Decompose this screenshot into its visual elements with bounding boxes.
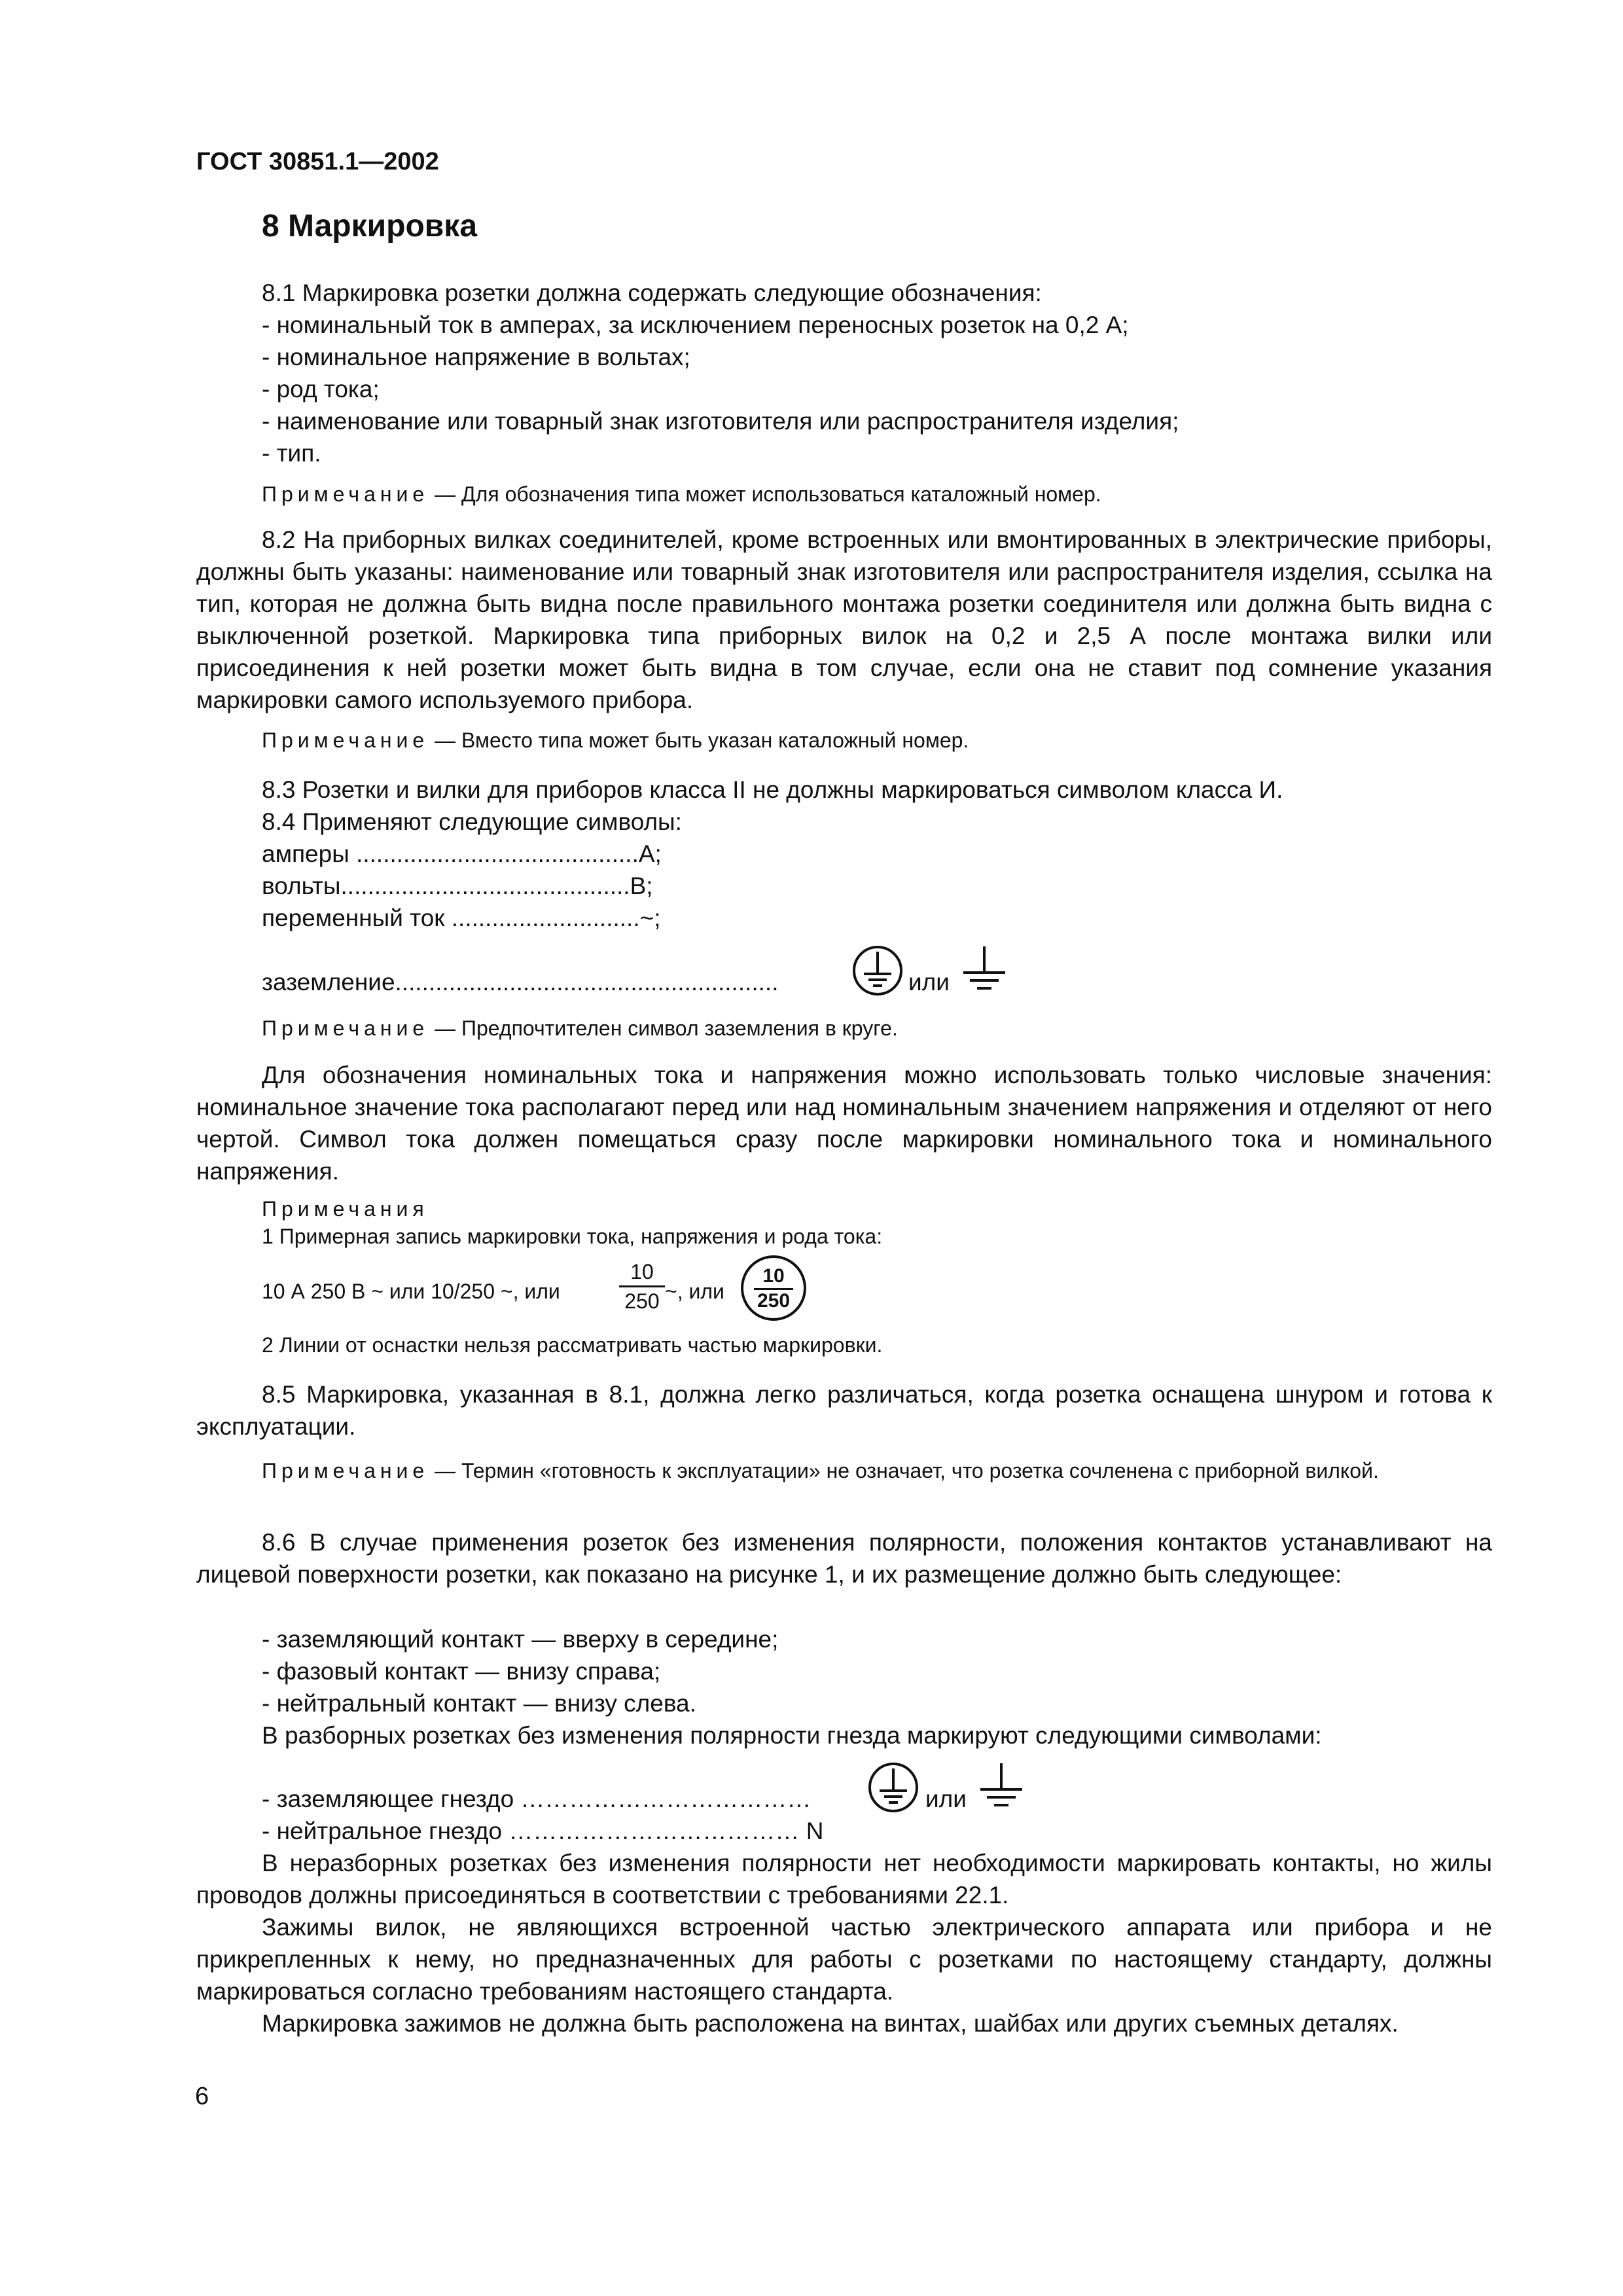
list-item: - номинальный ток в амперах, за исключением переносных розеток на 0,2 А; bbox=[262, 309, 1179, 341]
symbol-value: А; bbox=[638, 840, 662, 867]
note-label: Примечание bbox=[262, 482, 429, 506]
symbol-dots: ........................................... bbox=[340, 872, 630, 899]
symbol-value: ~; bbox=[639, 905, 661, 931]
p8-6-para-1: В неразборных розетках без изменения полярности нет необходимости маркировать контакты, но жилы проводов должны присоединяться в соответствии с требованиями 22.1. bbox=[196, 1850, 1492, 1909]
p8-1-intro: 8.1 Маркировка розетки должна содержать следующие обозначения: bbox=[262, 279, 1042, 306]
p8-4-intro: 8.4 Применяют следующие символы: bbox=[262, 808, 682, 835]
symbol-dots: .......................................... bbox=[349, 840, 639, 867]
page-number: 6 bbox=[195, 2083, 209, 2110]
list-item: - тип. bbox=[262, 437, 1179, 469]
note-label: Примечание bbox=[262, 1016, 429, 1040]
symbol-name: амперы bbox=[262, 840, 349, 867]
list-item: - номинальное напряжение в вольтах; bbox=[262, 341, 1179, 373]
earth-ground-icon bbox=[976, 1761, 1026, 1814]
p8-6-para-3: Маркировка зажимов не должна быть расположена на винтах, шайбах или других съемных деталях. bbox=[262, 2010, 1399, 2037]
p8-4-note bbox=[262, 1014, 898, 1043]
list-item: - род тока; bbox=[262, 373, 1179, 405]
p8-2-note bbox=[262, 726, 969, 755]
note-2: 2 Линии от оснастки нельзя рассматривать частью маркировки. bbox=[262, 1333, 883, 1357]
symbol-dots: ............................ bbox=[444, 905, 640, 931]
earth-ground-icon bbox=[959, 944, 1009, 997]
p8-5-note bbox=[196, 1457, 1492, 1485]
fraction-denominator: 250 bbox=[624, 1289, 660, 1313]
earth-in-circle-icon bbox=[851, 944, 904, 997]
ground-socket-text: заземляющее гнездо ……………………………… bbox=[276, 1785, 812, 1812]
fraction bbox=[619, 1259, 665, 1314]
or-label: или bbox=[925, 1785, 967, 1812]
circled-rating-mark bbox=[741, 1255, 806, 1321]
p8-6-para-2: Зажимы вилок, не являющихся встроенной частью электрического аппарата или прибора и не прикрепленных к нему, но предназначенных для работы с розетками по настоящему стандарту, должны маркироваться согласно требованиям настоящего стандарта. bbox=[196, 1914, 1492, 2005]
p8-6-after: В разборных розетках без изменения полярности гнезда маркируют следующими символами: bbox=[262, 1722, 1322, 1749]
symbol-value: В; bbox=[630, 872, 653, 899]
p8-3-text: 8.3 Розетки и вилки для приборов класса II не должны маркироваться символом класса И. bbox=[262, 776, 1283, 803]
fraction-bar bbox=[619, 1285, 665, 1287]
symbol-row-volts bbox=[262, 870, 653, 902]
p8-5-text: 8.5 Маркировка, указанная в 8.1, должна легко различаться, когда розетка оснащена шнуром и готова к эксплуатации. bbox=[196, 1381, 1492, 1440]
symbol-row-ac bbox=[262, 902, 661, 934]
circled-denominator: 250 bbox=[757, 1290, 791, 1312]
note-text: — Для обозначения типа может использоваться каталожный номер. bbox=[429, 482, 1101, 506]
list-item: - наименование или товарный знак изготовителя или распространителя изделия; bbox=[262, 405, 1179, 437]
earth-in-circle-icon bbox=[866, 1761, 920, 1814]
example-text: 10 А 250 В ~ или 10/250 ~, или bbox=[262, 1280, 560, 1303]
or-label: или bbox=[908, 969, 950, 996]
note-text: — Предпочтителен символ заземления в круге. bbox=[429, 1016, 898, 1040]
list-item: - нейтральный контакт — внизу слева. bbox=[262, 1687, 778, 1719]
p8-6-list bbox=[262, 1623, 778, 1719]
symbol-row-amperes bbox=[262, 838, 662, 870]
symbol-name: заземление bbox=[262, 969, 395, 996]
notes-label: Примечания bbox=[262, 1197, 429, 1221]
symbol-dots: ......................................................... bbox=[395, 969, 779, 996]
symbol-row-ground bbox=[262, 966, 779, 998]
p8-1-note bbox=[262, 480, 1101, 509]
fraction-numerator: 10 bbox=[630, 1260, 654, 1283]
note-label: Примечание bbox=[262, 728, 429, 752]
note-text: — Вместо типа может быть указан каталожный номер. bbox=[429, 728, 969, 752]
ground-socket-row: - заземляющее гнездо ……………………………… bbox=[262, 1785, 812, 1812]
document-header: ГОСТ 30851.1—2002 bbox=[196, 148, 439, 175]
circled-numerator: 10 bbox=[762, 1265, 785, 1287]
list-item: - фазовый контакт — внизу справа; bbox=[262, 1655, 778, 1687]
neutral-socket-row: - нейтральное гнездо ……………………………… N bbox=[262, 1818, 824, 1844]
p8-6-text: 8.6 В случае применения розеток без изменения полярности, положения контактов устанавливают на лицевой поверхности розетки, как показано на рисунке 1, и их размещение должно быть следующее: bbox=[196, 1529, 1492, 1588]
list-item: - заземляющий контакт — вверху в середине; bbox=[262, 1623, 778, 1655]
p8-2-text: 8.2 На приборных вилках соединителей, кроме встроенных или вмонтированных в электрические приборы, должны быть указаны: наименование или товарный знак изготовителя или распространителя изделия, ссылка на тип, которая не должна быть видна после правильного монтажа розетки соединителя или должна быть видна с выключенной розеткой. Маркировка типа приборных вилок на 0,2 и 2,5 А после монтажа вилки или присоединения к ней розетки может быть видна в том случае, если она не ставит под сомнение указания маркировки самого используемого прибора. bbox=[196, 526, 1492, 713]
note-text: — Термин «готовность к эксплуатации» не означает, что розетка сочленена с приборной вилкой. bbox=[429, 1459, 1379, 1482]
neutral-socket-text: нейтральное гнездо ……………………………… N bbox=[276, 1818, 824, 1844]
p8-1-list bbox=[262, 309, 1179, 469]
note-1: 1 Примерная запись маркировки тока, напряжения и рода тока: bbox=[262, 1225, 883, 1248]
p8-4-paragraph: Для обозначения номинальных тока и напряжения можно использовать только числовые значения: номинальное значение тока располагают перед или над номинальным значением напряжения и отделяют от него чертой. Символ тока должен помещаться сразу после маркировки номинального тока и номинального напряжения. bbox=[196, 1062, 1492, 1185]
section-title: 8 Маркировка bbox=[262, 209, 478, 243]
note-label: Примечание bbox=[262, 1459, 429, 1482]
symbol-name: переменный ток bbox=[262, 905, 445, 931]
example-tilde: ~, или bbox=[665, 1280, 724, 1303]
symbol-name: вольты bbox=[262, 872, 341, 899]
